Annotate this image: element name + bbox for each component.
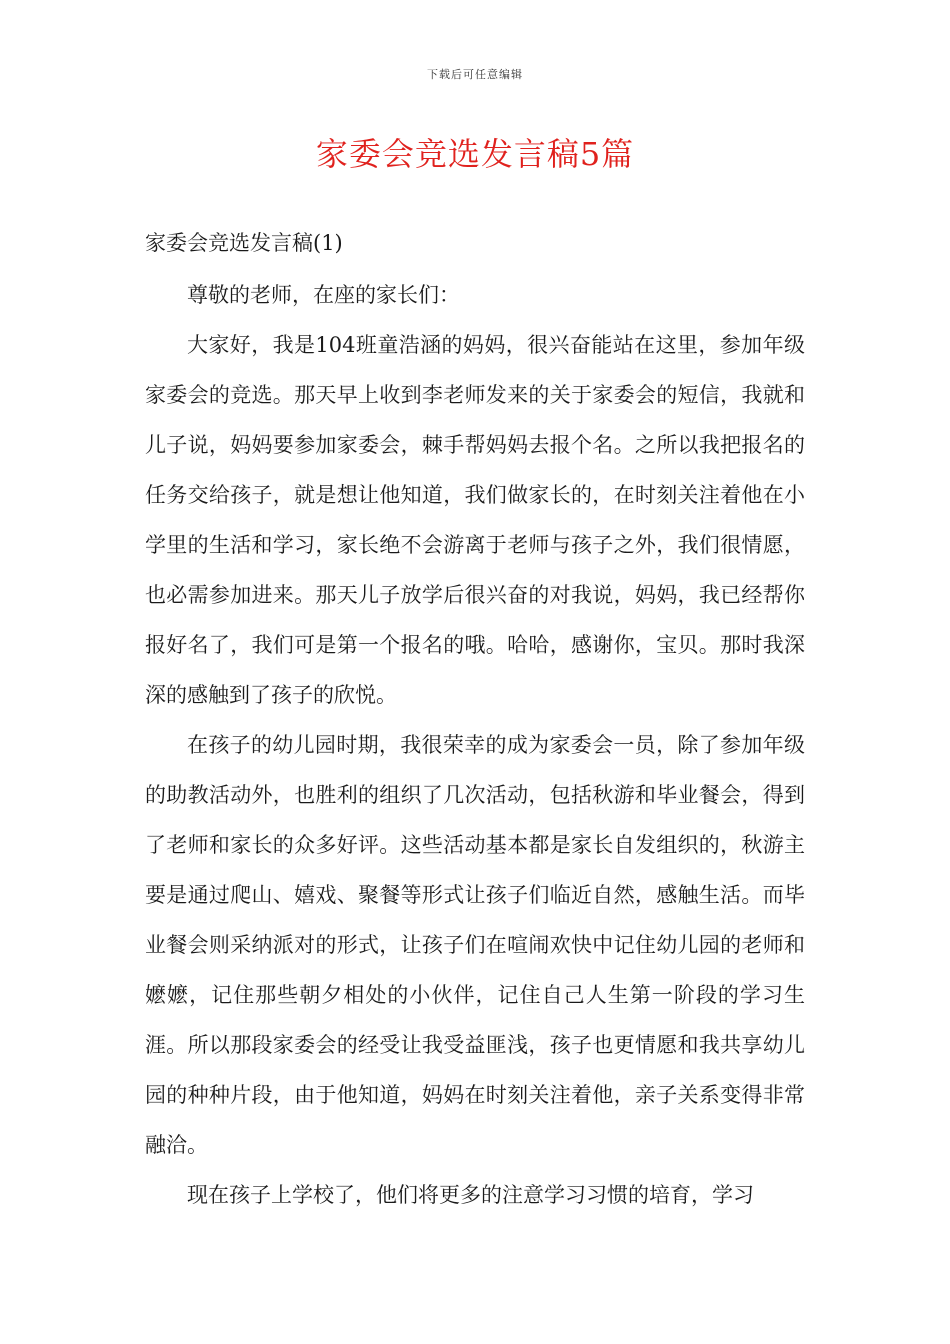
document-body xyxy=(145,270,805,1220)
paragraph: 现在孩子上学校了，他们将更多的注意学习习惯的培育，学习 xyxy=(187,1183,754,1207)
paragraph: 在孩子的幼儿园时期，我很荣幸的成为家委会一员，除了参加年级的助教活动外，也胜利的组织了几次活动，包括秋游和毕业餐会，得到了老师和家长的众多好评。这些活动基本都是家长自发组织的，秋游主要是通过爬山、嬉戏、聚餐等形式让孩子们临近自然，感触生活。而毕业餐会则采纳派对的形式，让孩子们在喧闹欢快中记住幼儿园的老师和嬷嬷，记住那些朝夕相处的小伙伴，记住自己人生第一阶段的学习生涯。所以那段家委会的经受让我受益匪浅，孩子也更情愿和我共享幼儿园的种种片段，由于他知道，妈妈在时刻关注着他，亲子关系变得非常融洽。 xyxy=(145,733,805,1157)
section-title: 家委会竞选发言稿(1) xyxy=(145,231,343,255)
document-title: 家委会竞选发言稿5篇 xyxy=(315,135,635,173)
paragraph: 大家好，我是104班童浩涵的妈妈，很兴奋能站在这里，参加年级家委会的竞选。那天早上收到李老师发来的关于家委会的短信，我就和儿子说，妈妈要参加家委会，棘手帮妈妈去报个名。之所以我把报名的任务交给孩子，就是想让他知道，我们做家长的，在时刻关注着他在小学里的生活和学习，家长绝不会游离于老师与孩子之外，我们很情愿，也必需参加进来。那天儿子放学后很兴奋的对我说，妈妈，我已经帮你报好名了，我们可是第一个报名的哦。哈哈，感谢你，宝贝。那时我深深的感触到了孩子的欣悦。 xyxy=(145,333,805,707)
paragraph-salutation: 尊敬的老师，在座的家长们： xyxy=(187,283,460,307)
header-note: 下载后可任意编辑 xyxy=(427,68,523,81)
